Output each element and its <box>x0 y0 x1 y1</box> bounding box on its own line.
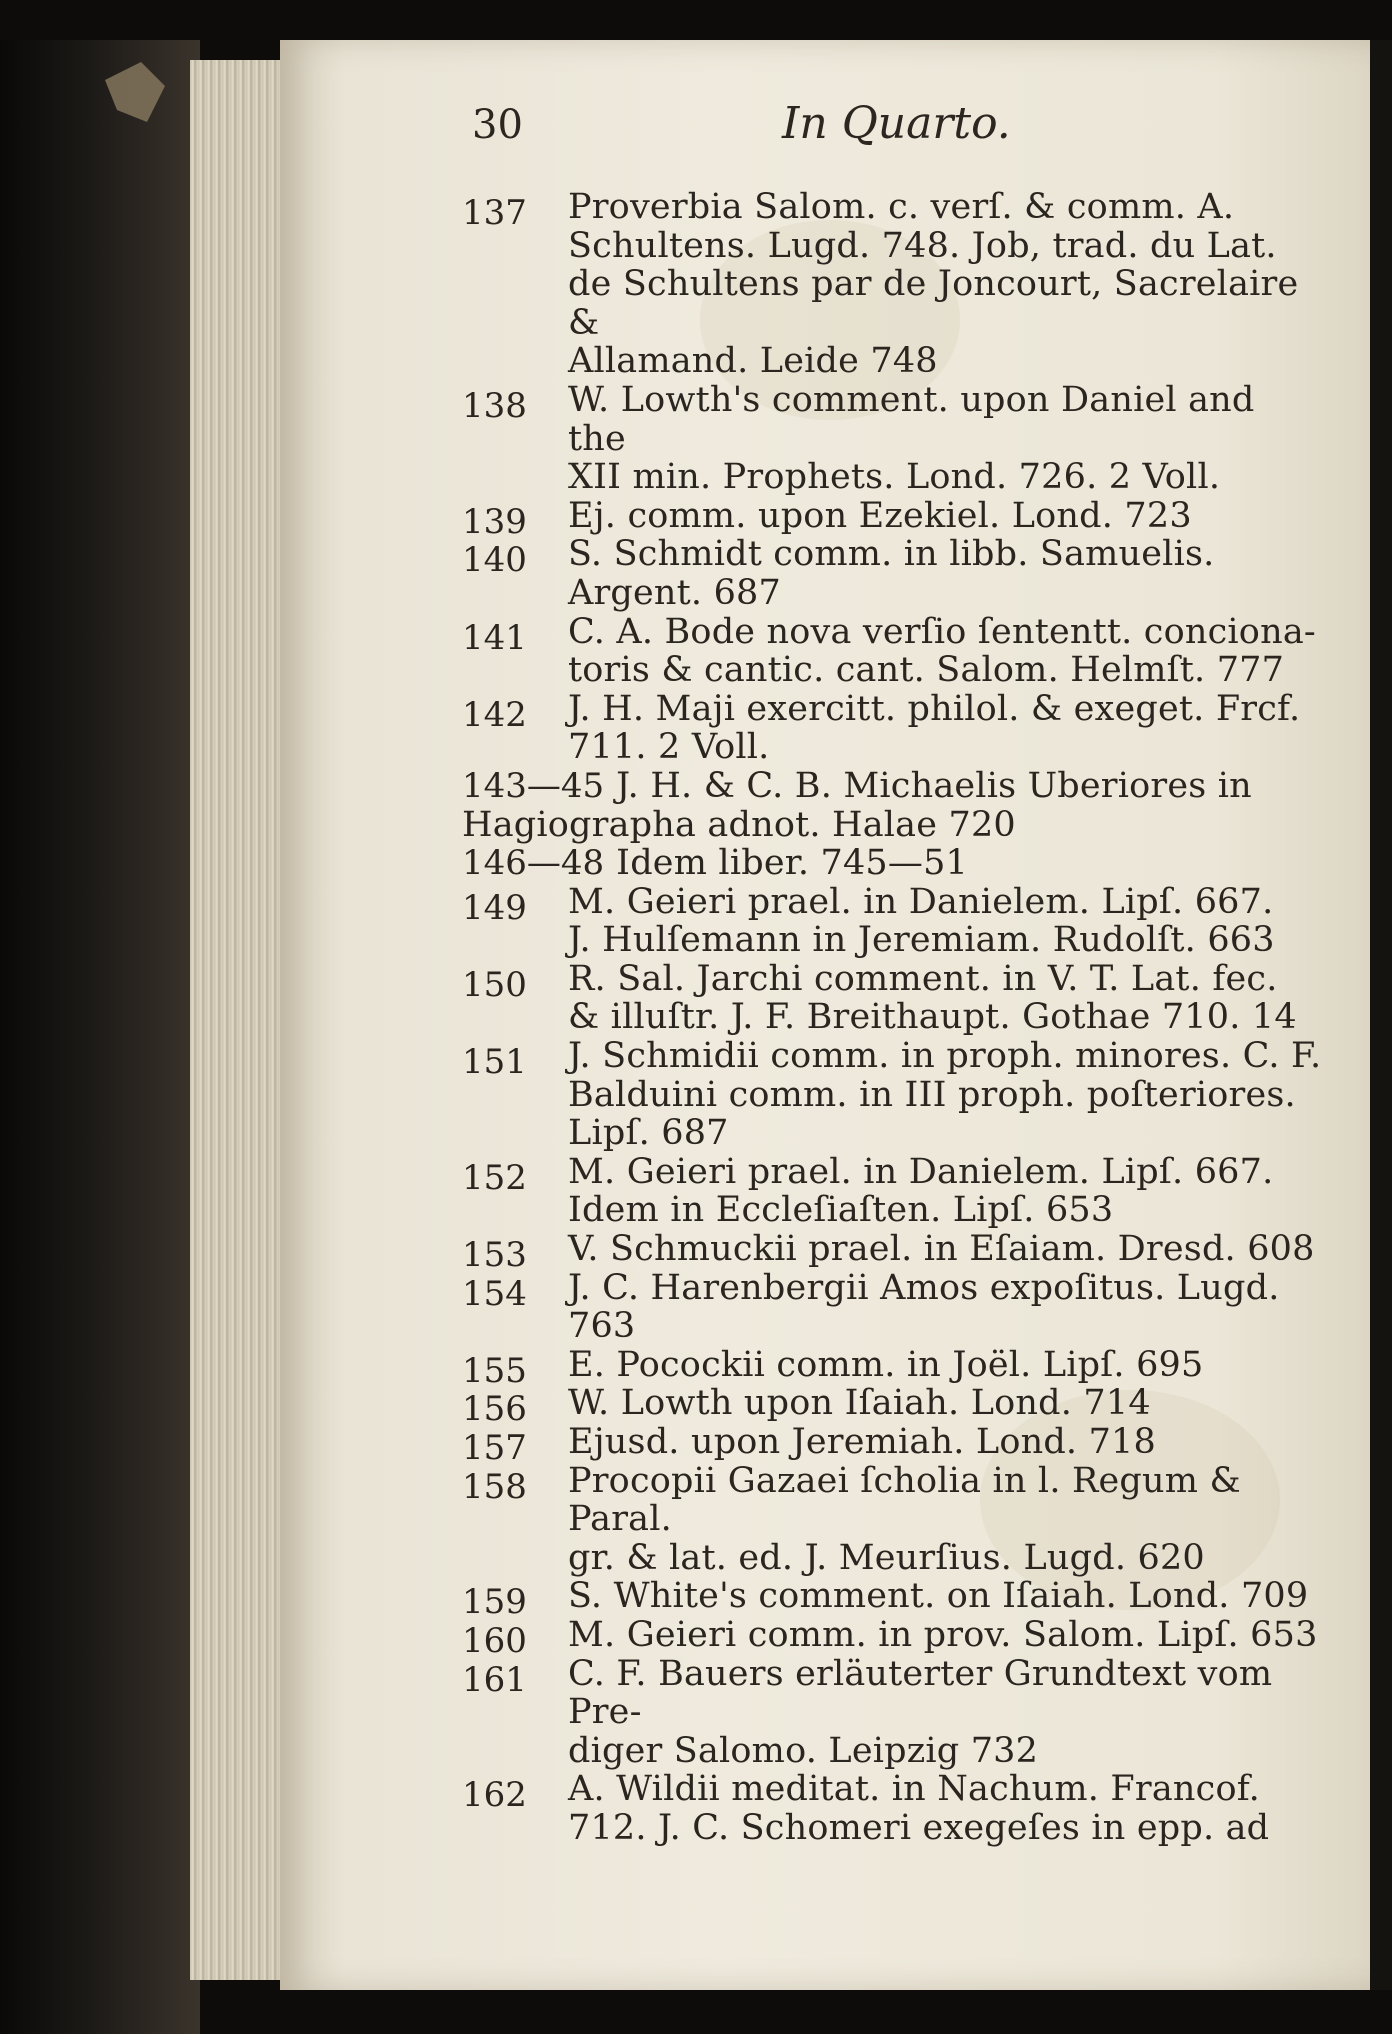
catalogue-entry <box>462 381 1322 497</box>
entry-number: 155 <box>462 1350 527 1391</box>
catalogue-entry <box>462 883 1322 960</box>
entry-line: diger Salomo. Leipzig 732 <box>568 1730 1039 1771</box>
entry-line: Hagiographa adnot. Halae 720 <box>462 804 1016 845</box>
entry-line: W. Lowth upon Iſaiah. Lond. 714 <box>568 1383 1151 1424</box>
catalogue-entry <box>462 1269 1322 1346</box>
entry-line: W. Lowth's comment. upon Daniel and the <box>568 379 1255 459</box>
entry-line: J. H. Maji exercitt. philol. & exeget. Frcf. <box>568 688 1301 729</box>
entry-line: M. Geieri comm. in prov. Salom. Lipſ. 653 <box>568 1614 1318 1655</box>
entry-line: J. C. Harenbergii Amos expoſitus. Lugd. 763 <box>568 1267 1280 1347</box>
entry-number: 139 <box>462 501 527 542</box>
page-number: 30 <box>472 102 523 148</box>
catalogue-entry <box>462 1229 1322 1276</box>
entry-line: Allamand. Leide 748 <box>568 341 938 382</box>
entry-line: J. Schmidii comm. in proph. minores. C. F. <box>568 1036 1322 1077</box>
entry-line: de Schultens par de Joncourt, Sacrelaire & <box>568 264 1299 343</box>
entry-line: J. Hulſemann in Jeremiam. Rudolſt. 663 <box>568 920 1275 961</box>
catalogue-entry <box>462 1383 1322 1430</box>
entry-number: 151 <box>462 1042 527 1083</box>
entry-number: 154 <box>462 1273 527 1314</box>
entry-number: 162 <box>462 1775 527 1816</box>
entry-line: Lipſ. 687 <box>568 1113 729 1154</box>
scan-border <box>1370 40 1392 1990</box>
entry-line: XII min. Prophets. Lond. 726. 2 Voll. <box>568 457 1221 498</box>
entry-line: 712. J. C. Schomeri exegeſes in epp. ad <box>568 1807 1270 1848</box>
entry-line: M. Geieri prael. in Danielem. Lipſ. 667. <box>568 881 1274 922</box>
entry-number: 160 <box>462 1620 527 1661</box>
catalogue-entry <box>462 1462 1322 1578</box>
entry-number: 140 <box>462 540 527 581</box>
entry-line: S. Schmidt comm. in libb. Samuelis. <box>568 534 1215 575</box>
entry-line: Idem in Eccleſiaſten. Lipſ. 653 <box>568 1190 1114 1231</box>
entry-line: Ej. comm. upon Ezekiel. Lond. 723 <box>568 495 1192 536</box>
catalogue-entry <box>462 535 1322 612</box>
catalogue-entry <box>462 767 1322 844</box>
page-header <box>472 98 1252 158</box>
catalogue-entry <box>462 1153 1322 1230</box>
entry-line: Argent. 687 <box>568 572 781 613</box>
entry-line: gr. & lat. ed. J. Meurſius. Lugd. 620 <box>568 1537 1205 1578</box>
entry-number: 159 <box>462 1582 527 1623</box>
entry-number: 161 <box>462 1659 527 1700</box>
catalogue-entry <box>462 1422 1322 1468</box>
entry-line: Proverbia Salom. c. verſ. & comm. A. <box>568 187 1235 227</box>
entry-number: 138 <box>462 385 527 426</box>
entry-number: 153 <box>462 1235 527 1276</box>
catalogue-entry <box>462 690 1322 767</box>
entry-line: Balduini comm. in III proph. poſteriores. <box>568 1074 1296 1115</box>
entry-line: V. Schmuckii prael. in Eſaiam. Dresd. 608 <box>568 1229 1315 1270</box>
entry-number: 141 <box>462 617 527 658</box>
catalogue-entry <box>462 1770 1322 1847</box>
entry-line: Procopii Gazaei ſcholia in l. Regum & Paral. <box>568 1460 1241 1540</box>
entry-line: Idem liber. 745—51 <box>616 843 969 884</box>
entry-line: S. White's comment. on Iſaiah. Lond. 709 <box>568 1576 1309 1617</box>
entry-number: 158 <box>462 1466 527 1507</box>
entry-number: 150 <box>462 964 527 1005</box>
entry-number: 146—48 <box>462 843 605 884</box>
entry-line: 711. 2 Voll. <box>568 727 770 768</box>
entry-line: Schultens. Lugd. 748. Job, trad. du Lat. <box>568 225 1277 266</box>
entry-number: 152 <box>462 1157 527 1198</box>
running-head: In Quarto. <box>782 98 1011 149</box>
catalogue-entry <box>462 613 1322 690</box>
catalogue-entry <box>462 1614 1322 1661</box>
page-edges <box>190 60 290 1980</box>
entry-number: 142 <box>462 694 527 735</box>
catalogue-entry <box>462 844 1322 883</box>
catalogue-entry <box>462 1037 1322 1153</box>
entry-line: C. A. Bode nova verſio ſententt. conciona- <box>568 611 1316 652</box>
catalogue-entry <box>462 960 1322 1037</box>
entry-line: A. Wildii meditat. in Nachum. Francof. <box>568 1769 1260 1810</box>
entry-line: E. Pocockii comm. in Joël. Lipſ. 695 <box>568 1344 1204 1385</box>
catalogue-entry <box>462 1655 1322 1771</box>
entry-line: toris & cantic. cant. Salom. Helmſt. 777 <box>568 650 1285 691</box>
entry-number: 157 <box>462 1428 527 1468</box>
entry-number: 149 <box>462 887 527 928</box>
entry-number: 156 <box>462 1389 527 1430</box>
entry-line: M. Geieri prael. in Danielem. Lipſ. 667. <box>568 1151 1274 1192</box>
entry-line: R. Sal. Jarchi comment. in V. T. Lat. fec. <box>568 958 1278 999</box>
entry-number: 143—45 <box>462 765 605 806</box>
entry-line: C. F. Bauers erläuterter Grundtext vom Pre- <box>568 1653 1273 1733</box>
entry-line: J. H. & C. B. Michaelis Uberiores in <box>616 765 1252 806</box>
catalogue-entries <box>462 188 1322 1848</box>
catalogue-entry <box>462 495 1322 542</box>
entry-number: 137 <box>462 193 527 233</box>
catalogue-entry <box>462 188 1322 381</box>
book-spine <box>0 40 200 2034</box>
entry-line: & illuſtr. J. F. Breithaupt. Gothae 710. 14 <box>568 997 1297 1038</box>
entry-line: Ejusd. upon Jeremiah. Lond. 718 <box>568 1422 1156 1462</box>
catalogue-entry <box>462 1344 1322 1391</box>
catalogue-entry <box>462 1576 1322 1623</box>
